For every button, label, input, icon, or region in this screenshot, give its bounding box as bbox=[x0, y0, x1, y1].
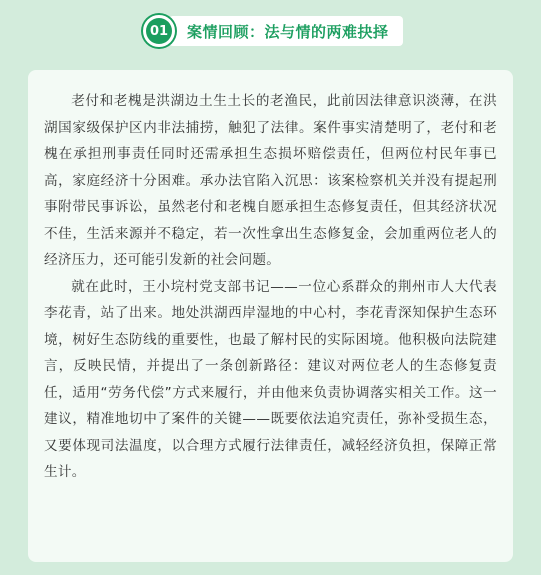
content-card bbox=[28, 70, 513, 562]
section-title: 案情回顾：法与情的两难抉择 bbox=[169, 16, 403, 46]
paragraph-2: 就在此时，王小垸村党支部书记——一位心系群众的荆州市人大代表李花青，站了出来。地处洪湖西岸湿地的中心村，李花青深知保护生态环境，树好生态防线的重要性，也最了解村民的实际困境。他积极向法院建言，反映民情，并提出了一条创新路径：建议对两位老人的生态修复责任，适用“劳务代偿”方式来履行，并由他来负责协调落实相关工作。这一建议，精准地切中了案件的关键——既要依法追究责任，弥补受损生态，又要体现司法温度，以合理方式履行法律责任，减轻经济负担，保障正常生计。 bbox=[44, 278, 497, 480]
section-number-badge bbox=[143, 15, 175, 47]
section-number: 01 bbox=[146, 18, 172, 44]
section-header bbox=[143, 13, 403, 49]
paragraph-1: 老付和老槐是洪湖边土生土长的老渔民，此前因法律意识淡薄，在洪湖国家级保护区内非法捕捞，触犯了法律。案件事实清楚明了，老付和老槐在承担刑事责任同时还需承担生态损坏赔偿责任，但两位村民年事已高，家庭经济十分困难。承办法官陷入沉思：该案检察机关并没有提起刑事附带民事诉讼，虽然老付和老槐自愿承担生态修复责任，但其经济状况不佳，生活来源并不稳定，若一次性拿出生态修复金，会加重两位老人的经济压力，还可能引发新的社会问题。 bbox=[44, 93, 497, 268]
